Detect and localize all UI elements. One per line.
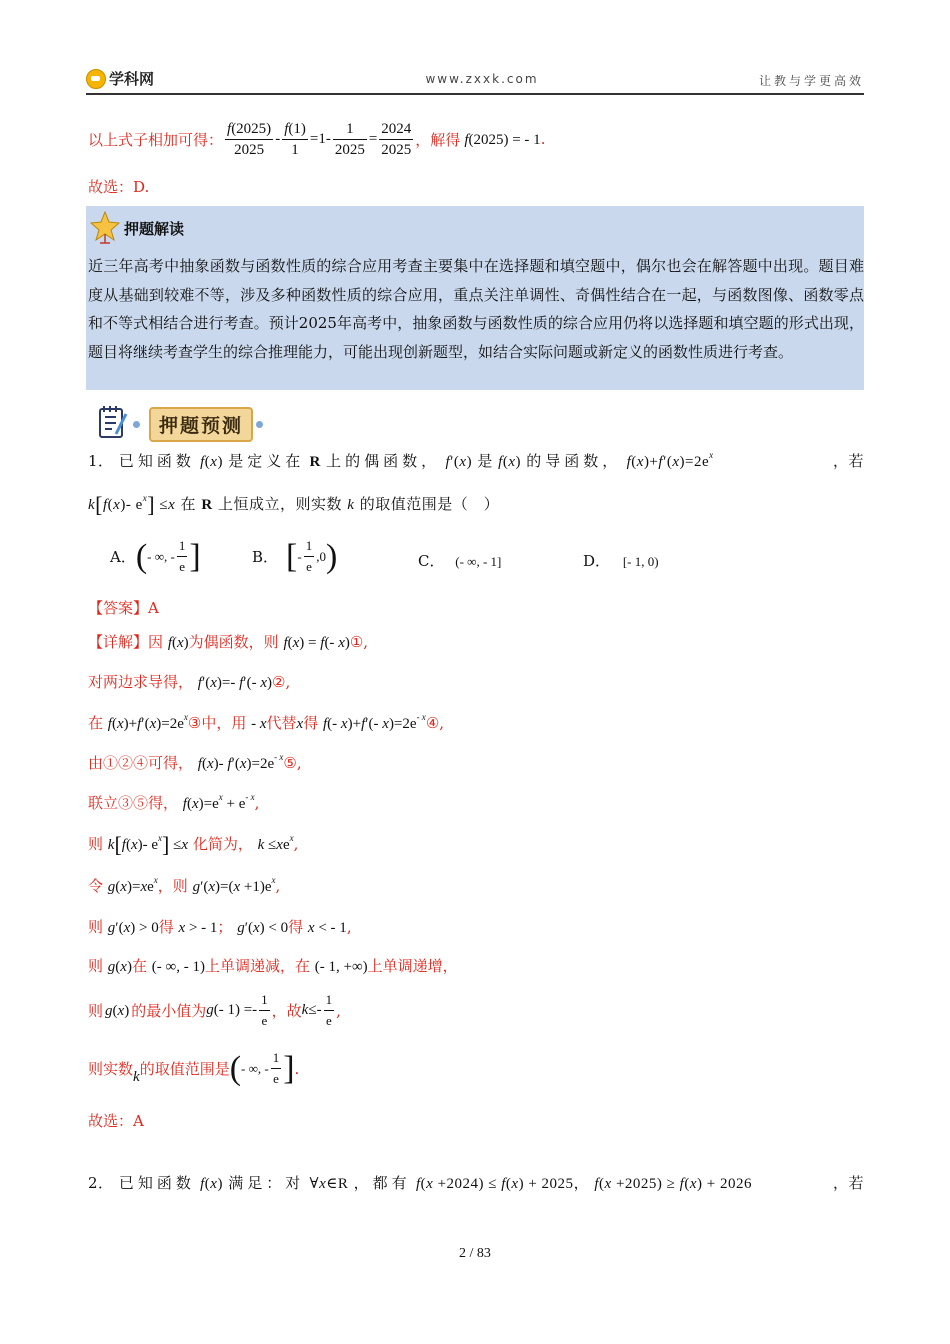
q1-step9: 则 g(x)在 (- ∞, - 1)上单调递减，在 (- 1, +∞)上单调递增， xyxy=(88,957,458,975)
q1-number: 1． xyxy=(88,452,114,470)
dot-right xyxy=(256,421,263,428)
q1-step4: 由①②④可得， f(x)- $f'(x)=2e^{- x}⑤$, xyxy=(88,752,302,772)
frac-f1: $\frac{f(1)}{1}$ xyxy=(282,118,308,160)
dot-left xyxy=(133,421,140,428)
frac-f2025: $\frac{f(2025)}{2025}$ xyxy=(225,118,273,160)
q1-step6: 则 k[f(x)- $e^x] \le x$ 化简为， $k \le xe^x$, xyxy=(88,832,299,857)
option-d[interactable]: D． [- 1, 0) xyxy=(583,552,659,570)
star-icon xyxy=(90,211,120,245)
page-number: 2 / 83 xyxy=(459,1246,491,1261)
q1-step7: 令 $g(x)=xe^x$，则 $g'(x)=(x +1)e^x$, xyxy=(88,875,281,895)
option-c[interactable]: C． (- ∞, - 1] xyxy=(418,552,502,570)
q2-number: 2． xyxy=(88,1174,114,1192)
q1-step11: 则实数 k 的取值范围是 ( - ∞, - $\frac{1}{e}$ ] . xyxy=(88,1049,300,1087)
q2-line1: 2． 已知函数 f(x) 满足：对 ∀x∈R ，都有 f(x +2024) ≤ f(x) + 2025， f(x +2025) ≥ f(x) + 2026 ，若 xyxy=(88,1174,864,1192)
frac-1-2025: $\frac{1}{2025}$ xyxy=(334,120,365,158)
frac-2024-2025: $\frac{2024}{2025}$ xyxy=(381,120,412,158)
logo xyxy=(86,68,154,89)
q1-step1: 【详解】因 f(x)为偶函数，则 f(x) = f(- x)①, xyxy=(88,633,369,651)
sum-label: 以上式子相加可得： xyxy=(88,130,224,149)
q1-step5: 联立③⑤得， $f(x)=e^x + e^{- x}$, xyxy=(88,792,260,812)
q1-line1: 1． 已知函数 f(x) 是定义在 R 上的偶函数， f′(x) 是 f(x) 的导函数， $f(x)+f'(x)=2e^x$ ，若 xyxy=(88,450,864,470)
q1-step10: 则 g(x) 的最小值为 g (- 1) =- $\frac{1}{e}$ ，故 k ≤- $\frac{1}{e}$ , xyxy=(88,992,341,1028)
page-header xyxy=(86,64,864,96)
analysis-body: 近三年高考中抽象函数与函数性质的综合应用考查主要集中在选择题和填空题中，偶尔也会在解答题中出现。题目难度从基础到较难不等，涉及多种函数性质的综合应用，重点关注单调性、奇偶性结合在一起，与函数图像、函数零点和不等式相结合进行考查。预计2025年高考中，抽象函数与函数性质的综合应用仍将以选择题和填空题的形式出现，题目将继续考查学生的综合推理能力，可能出现创新题型，如结合实际问题或新定义的函数性质进行考查。 xyxy=(88,257,864,361)
top-conclusion: 故选：D. xyxy=(88,178,150,196)
q1-step8: 则 g′(x) > 0得 x > - 1； g′(x) < 0得 x < - 1, xyxy=(88,918,352,936)
slogan: 让教与学更高效 xyxy=(758,74,864,88)
prediction-title: 押题预测 xyxy=(149,407,253,442)
q1-step3: 在 $f(x)+f'(x)=2e^x③$中，用 - x代替x得 f(- x)+f′(- $x)=2e^{- x}④$, xyxy=(88,712,445,732)
notebook-icon xyxy=(96,404,130,444)
analysis-header xyxy=(86,206,184,250)
header-divider xyxy=(86,93,864,95)
analysis-box xyxy=(86,206,864,390)
option-b[interactable]: B． [ - $\frac{1}{e}$ ,0 ) xyxy=(252,537,338,575)
sum-line: 以上式子相加可得： $\frac{f(2025)}{2025}$ - $\frac{f(1)}{1}$ =1- $\frac{1}{2025}$ = $\frac{2024}{2025}$ ，解得 f(2025) = - 1 . xyxy=(88,118,545,160)
q1-line2: k[f(x)- $e^x] \le x$ 在 R 上恒成立，则实数 k 的取值范围是（ ） xyxy=(88,492,500,517)
option-a[interactable]: A． ( - ∞, - $\frac{1}{e}$ ] xyxy=(110,537,201,575)
prediction-banner xyxy=(96,404,266,444)
q1-step2: 对两边求导得， f′(x)=- f′(- x)②, xyxy=(88,673,291,691)
logo-text: 学科网 xyxy=(109,70,155,88)
q1-conclusion: 故选：A xyxy=(88,1112,144,1130)
analysis-title: 押题解读 xyxy=(124,219,185,238)
q1-answer: 【答案】A xyxy=(88,599,159,617)
logo-icon xyxy=(86,69,106,89)
site-url: www.zxxk.com xyxy=(425,72,539,86)
solve-label: ，解得 xyxy=(415,130,461,149)
